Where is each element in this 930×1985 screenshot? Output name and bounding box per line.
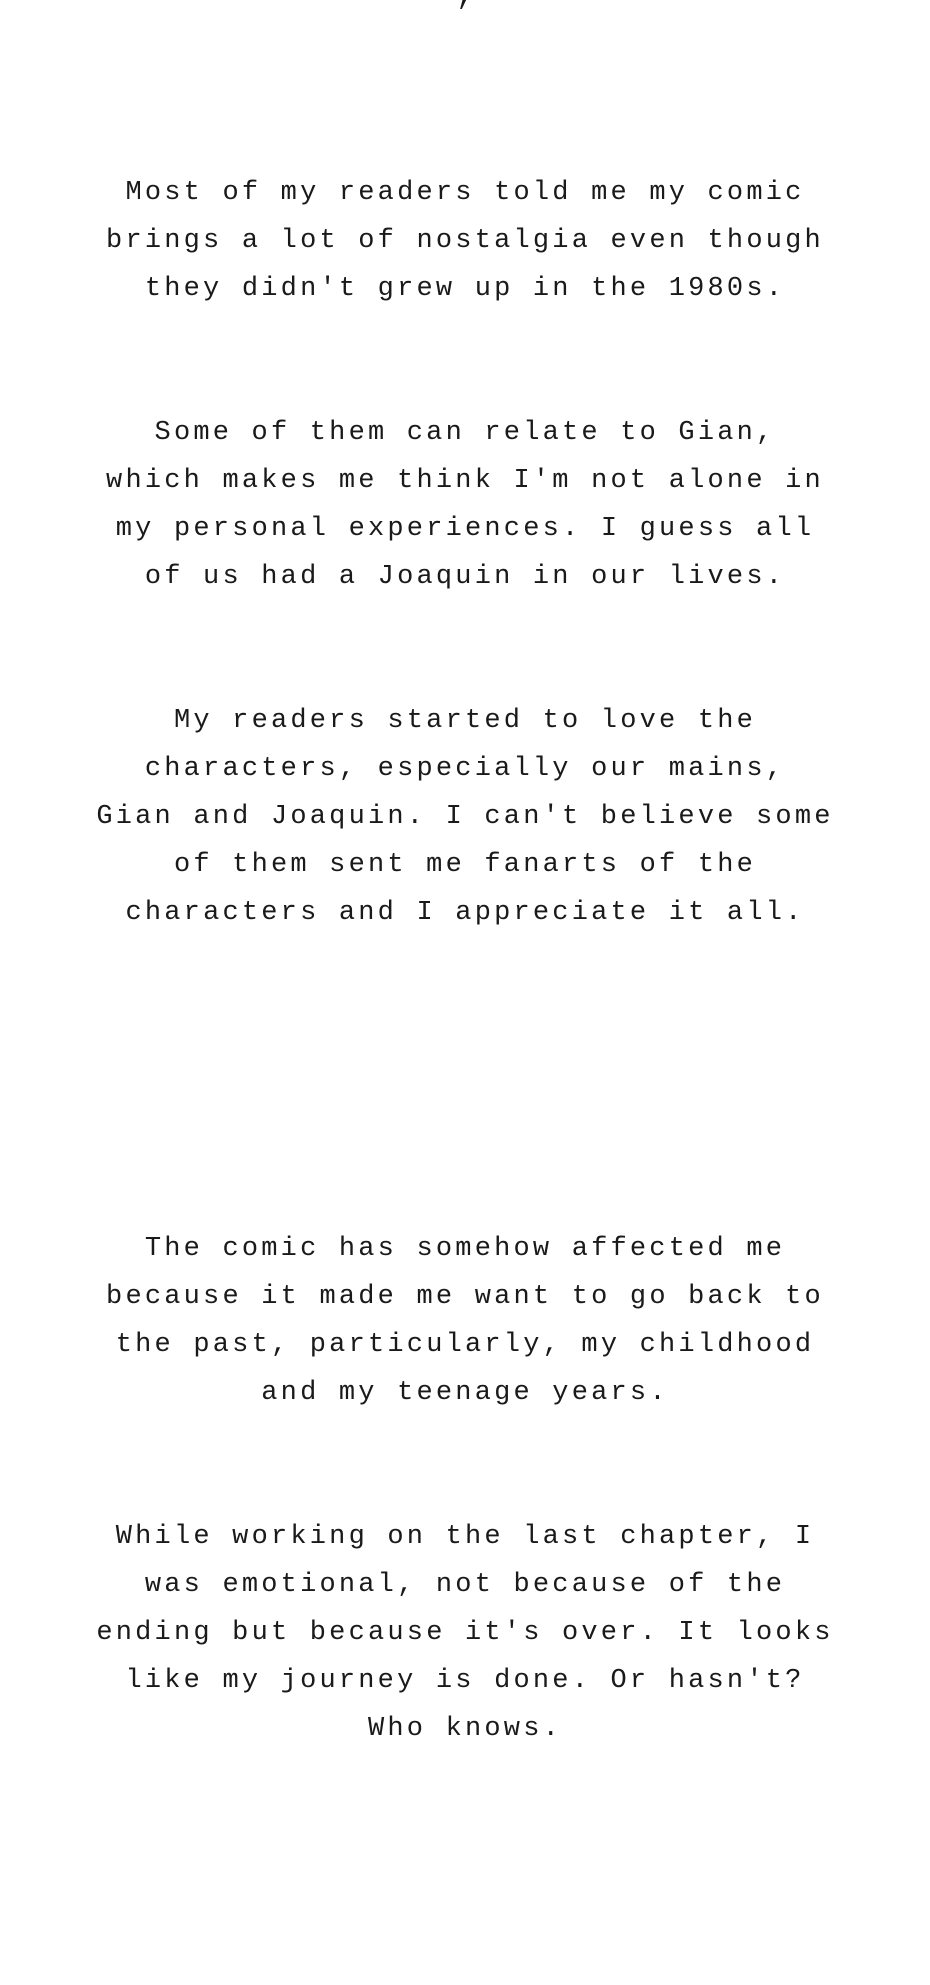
paragraph-relate-to-gian: Some of them can relate to Gian, which makes me think I'm not alone in my personal experiences. I guess all of us had a Joaquin in our lives. xyxy=(106,418,824,592)
paragraph-nostalgia: Most of my readers told me my comic brings a lot of nostalgia even though they didn't grew up in the 1980s. xyxy=(106,178,824,304)
cut-off-text-fragment xyxy=(0,0,930,12)
paragraph-comic-affected-me: The comic has somehow affected me because it made me want to go back to the past, particularly, my childhood and my teenage years. xyxy=(106,1234,824,1408)
paragraph-readers-love-characters: My readers started to love the characters, especially our mains, Gian and Joaquin. I can't believe some of them sent me fanarts of the characters and I appreciate it all. xyxy=(96,706,834,928)
paragraph-last-chapter: While working on the last chapter, I was emotional, not because of the ending but because it's over. It looks like my journey is done. Or hasn't? Who knows. xyxy=(96,1522,834,1744)
